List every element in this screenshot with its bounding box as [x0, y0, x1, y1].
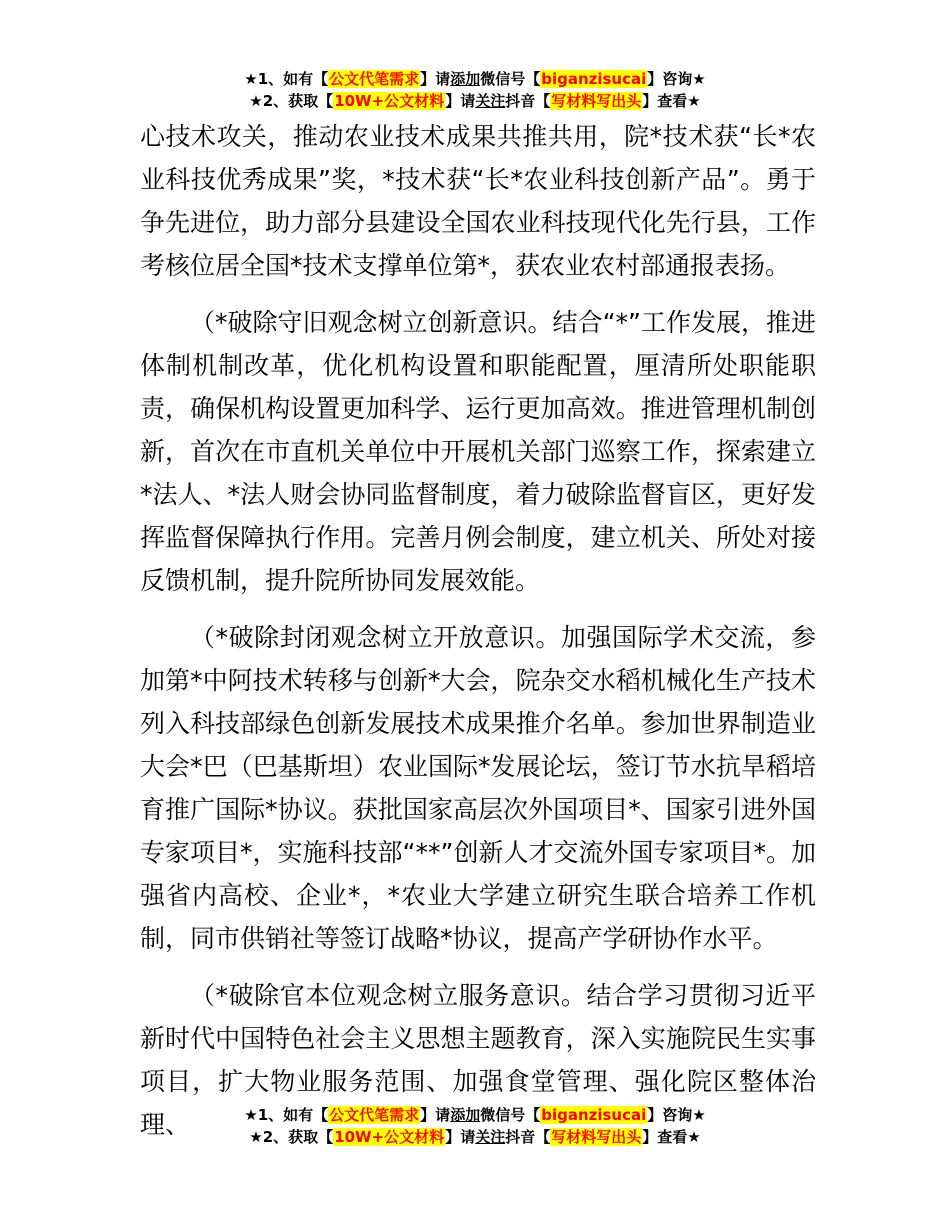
notice-text: 】请 [420, 70, 451, 88]
notice-line-1 [0, 1104, 950, 1126]
header-notice [0, 68, 950, 112]
notice-text: ★2、获取【 [249, 92, 334, 110]
notice-highlight: biganzisucai [541, 1106, 647, 1124]
document-body [140, 115, 816, 1146]
notice-highlight: 10W+公文材料 [334, 92, 445, 110]
notice-text: 】查看★ [642, 1128, 701, 1146]
notice-underlined: 关注 [475, 1128, 506, 1146]
notice-underlined: 添加 [450, 70, 481, 88]
notice-underlined: 添加 [450, 1106, 481, 1124]
paragraph: 心技术攻关，推动农业技术成果共推共用，院*技术获“长*农业科技优秀成果”奖，*技术获“长*农业科技创新产品”。勇于争先进位，助力部分县建设全国农业科技现代化先行县，工作考核位居全国*技术支撑单位第*，获农业农村部通报表扬。 [140, 122, 816, 280]
notice-highlight: biganzisucai [541, 70, 647, 88]
paragraph: （*破除封闭观念树立开放意识。加强国际学术交流，参加第*中阿技术转移与创新*大会，院杂交水稻机械化生产技术列入科技部绿色创新发展技术成果推介名单。参加世界制造业大会*巴（巴基斯坦）农业国际*发展论坛，签订节水抗旱稻培育推广国际*协议。获批国家高层次外国项目*、国家引进外国专家项目*，实施科技部“**”创新人才交流外国专家项目*。加强省内高校、企业*，*农业大学建立研究生联合培养工作机制，同市供销社等签订战略*协议，提高产学研协作水平。 [140, 623, 816, 953]
notice-text: 】请 [445, 1128, 476, 1146]
notice-highlight: 10W+公文材料 [334, 1128, 445, 1146]
notice-line-2 [0, 90, 950, 112]
notice-text: 】查看★ [642, 92, 701, 110]
notice-highlight: 公文代笔需求 [329, 70, 420, 88]
footer-notice [0, 1104, 950, 1148]
notice-text: 】请 [420, 1106, 451, 1124]
notice-text: 抖音【 [505, 92, 551, 110]
notice-text: 微信号【 [480, 70, 541, 88]
paragraph: （*破除守旧观念树立创新意识。结合“*”工作发展，推进体制机制改革，优化机构设置和职能配置，厘清所处职能职责，确保机构设置更加科学、运行更加高效。推进管理机制创新，首次在市直机关单位中开展机关部门巡察工作，探索建立*法人、*法人财会协同监督制度，着力破除监督盲区，更好发挥监督保障执行作用。完善月例会制度，建立机关、所处对接反馈机制，提升院所协同发展效能。 [140, 308, 816, 595]
notice-text: 】咨询★ [647, 70, 706, 88]
notice-text: 】请 [445, 92, 476, 110]
notice-text: ★2、获取【 [249, 1128, 334, 1146]
notice-text: 微信号【 [480, 1106, 541, 1124]
notice-text: 抖音【 [505, 1128, 551, 1146]
notice-text: 】咨询★ [647, 1106, 706, 1124]
notice-underlined: 关注 [475, 92, 506, 110]
notice-line-1 [0, 68, 950, 90]
notice-highlight: 写材料写出头 [551, 92, 642, 110]
paragraph: （*破除官本位观念树立服务意识。结合学习贯彻习近平新时代中国特色社会主义思想主题教育，深入实施院民生实事项目，扩大物业服务范围、加强食堂管理、强化院区整体治理、 [140, 981, 816, 1139]
notice-highlight: 写材料写出头 [551, 1128, 642, 1146]
notice-text: ★1、如有【 [244, 1106, 329, 1124]
notice-line-2 [0, 1126, 950, 1148]
notice-highlight: 公文代笔需求 [329, 1106, 420, 1124]
notice-text: ★1、如有【 [244, 70, 329, 88]
